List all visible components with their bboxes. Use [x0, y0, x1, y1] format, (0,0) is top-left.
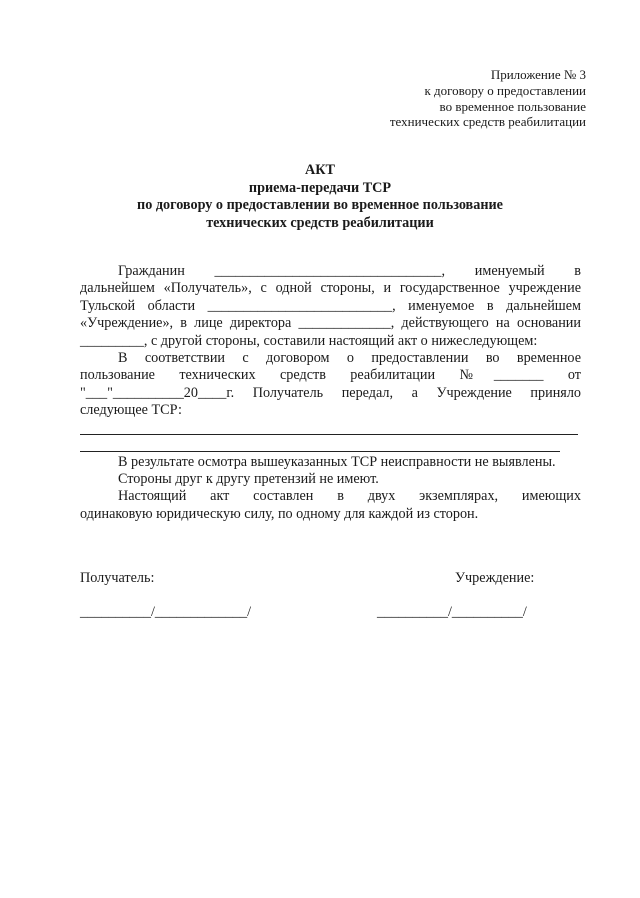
body-line: В соответствии с договором о предоставлении во временное — [118, 349, 581, 366]
title-line: по договору о предоставлении во временное пользование — [137, 197, 503, 214]
body-line: «Учреждение», в лице директора _____________, действующего на основании — [80, 315, 581, 332]
document-body — [80, 263, 581, 523]
appendix-header — [390, 67, 586, 130]
blank-line — [80, 420, 581, 437]
body-line: Настоящий акт составлен в двух экземплярах, имеющих — [118, 488, 581, 505]
body-line: пользование технических средств реабилитации №_______ от — [80, 367, 581, 384]
title-line: приема-передачи ТСР — [248, 179, 392, 196]
body-line: В результате осмотра вышеуказанных ТСР неисправности не выявлены. — [118, 453, 556, 470]
body-line: Тульской области __________________________, именуемое в дальнейшем — [80, 297, 581, 314]
appendix-line: к договору о предоставлении — [424, 82, 586, 98]
blank-line — [80, 437, 581, 454]
body-line: следующее ТСР: — [80, 402, 182, 419]
institution-signature-line: __________/__________/ — [377, 604, 527, 620]
appendix-line: во временное пользование — [439, 98, 586, 114]
title-line: АКТ — [305, 162, 335, 178]
body-line: одинаковую юридическую силу, по одному для каждой из сторон. — [80, 505, 479, 522]
recipient-label: Получатель: — [80, 570, 155, 586]
body-line: Стороны друг к другу претензий не имеют. — [118, 470, 379, 487]
appendix-line: технических средств реабилитации — [389, 114, 586, 130]
recipient-signature-line: __________/_____________/ — [80, 604, 252, 620]
document-title — [0, 162, 640, 232]
title-line: технических средств реабилитации — [206, 214, 434, 231]
body-line: "___"__________20____г. Получатель передал, а Учреждение приняло — [80, 384, 581, 401]
appendix-line: Приложение № 3 — [490, 67, 586, 82]
body-line: Гражданин ________________________________, именуемый в — [118, 263, 581, 279]
body-line: _________, с другой стороны, составили настоящий акт о нижеследующем: — [80, 332, 538, 349]
institution-label: Учреждение: — [455, 570, 535, 586]
body-line: дальнейшем «Получатель», с одной стороны, и государственное учреждение — [80, 280, 581, 297]
